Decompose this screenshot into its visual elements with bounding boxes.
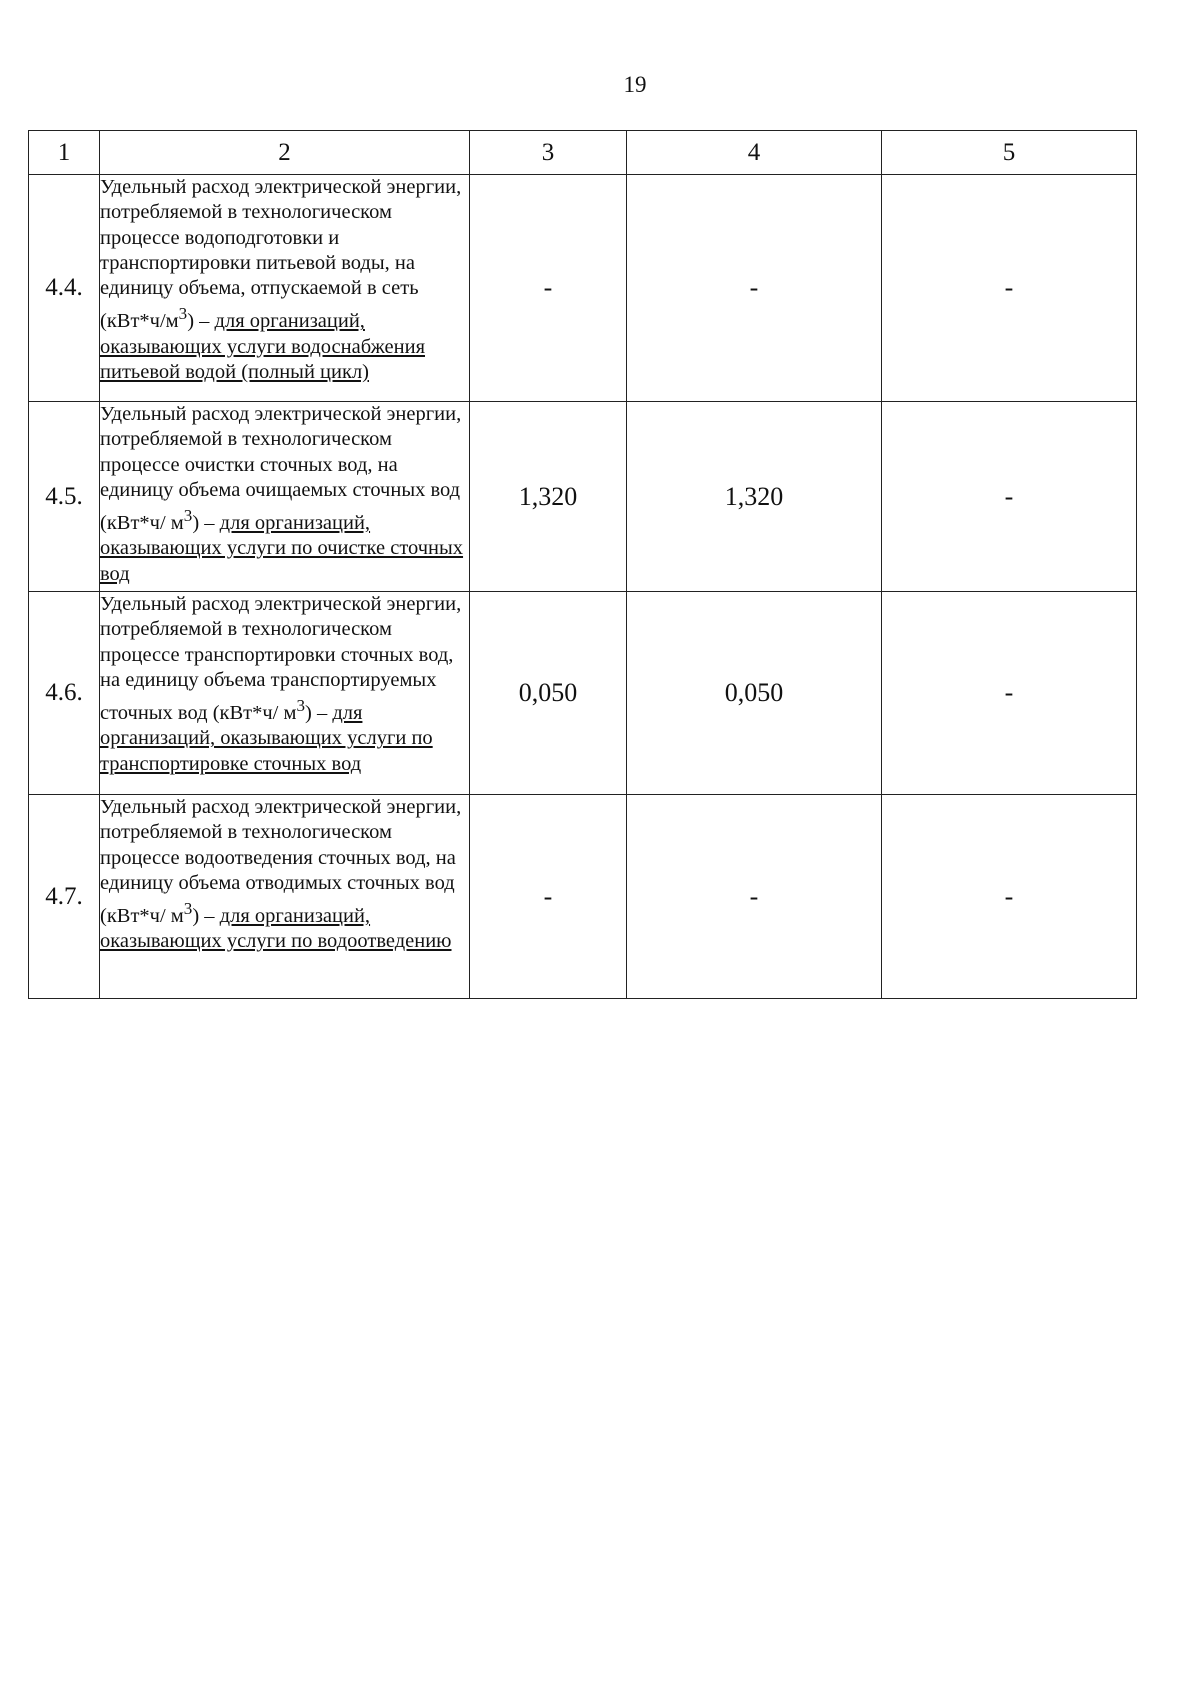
header-col-3: 3 (470, 131, 627, 175)
row-value-col-5: - (882, 175, 1137, 402)
row-value-col-4: - (627, 795, 882, 999)
row-number: 4.6. (29, 592, 100, 795)
header-col-1: 1 (29, 131, 100, 175)
row-value-col-4: 1,320 (627, 402, 882, 592)
row-number: 4.7. (29, 795, 100, 999)
row-number: 4.5. (29, 402, 100, 592)
table-header-row (29, 131, 1137, 175)
row-value-col-3: 0,050 (470, 592, 627, 795)
row-value-col-5: - (882, 592, 1137, 795)
row-value-col-5: - (882, 795, 1137, 999)
row-description: Удельный расход электрической энергии, потребляемой в технологическом процессе водоподготовки и транспортировки питьевой воды, на единицу объема, отпускаемой в сеть $(кВт*ч/м^3)$ – для организаций, оказывающих услуги водоснабжения питьевой водой (полный цикл) (100, 175, 470, 402)
row-number: 4.4. (29, 175, 100, 402)
row-description: Удельный расход электрической энергии, потребляемой в технологическом процессе водоотведения сточных вод, на единицу объема отводимых сточных вод (кВт*ч/ $м^3$) – для организаций, оказывающих услуги по водоотведению (100, 795, 470, 999)
row-value-col-5: - (882, 402, 1137, 592)
header-col-2: 2 (100, 131, 470, 175)
row-value-col-3: - (470, 175, 627, 402)
row-value-col-3: - (470, 795, 627, 999)
row-value-col-3: 1,320 (470, 402, 627, 592)
row-value-col-4: - (627, 175, 882, 402)
indicators-table (28, 130, 1137, 999)
header-col-4: 4 (627, 131, 882, 175)
row-description: Удельный расход электрической энергии, потребляемой в технологическом процессе очистки сточных вод, на единицу объема очищаемых сточных вод (кВт*ч/ $м^3$) – для организаций, оказывающих услуги по очистке сточных вод (100, 402, 470, 592)
table-row (29, 402, 1137, 592)
table-row (29, 795, 1137, 999)
row-value-col-4: 0,050 (627, 592, 882, 795)
row-description: Удельный расход электрической энергии, потребляемой в технологическом процессе транспортировки сточных вод, на единицу объема транспортируемых сточных вод (кВт*ч/ $м^3$) – для организаций, оказывающих услуги по транспортировке сточных вод (100, 592, 470, 795)
table-row (29, 592, 1137, 795)
header-col-5: 5 (882, 131, 1137, 175)
page-number: 19 (623, 72, 647, 97)
table-row (29, 175, 1137, 402)
